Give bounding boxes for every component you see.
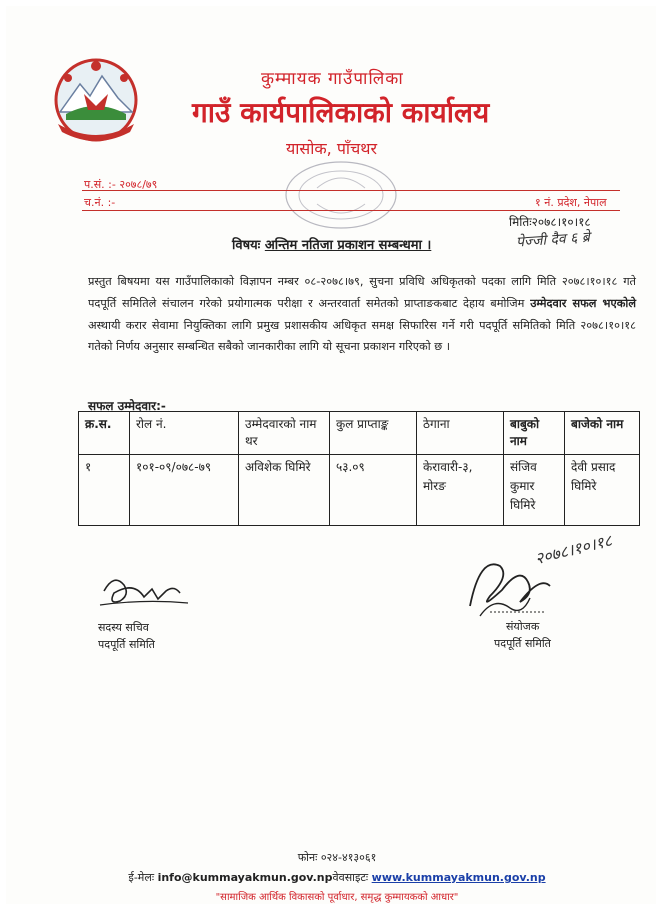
header-divider — [82, 210, 620, 211]
office-location: यासोक, पाँचथर — [286, 139, 378, 158]
municipality-name: कुम्मायक गाउँपालिका — [261, 69, 404, 89]
table-cell: देवी प्रसाद घिमिरे — [565, 455, 640, 526]
reference-number: प.सं. :- २०७८/७९ — [84, 178, 158, 191]
email-label: ई-मेलः — [128, 871, 155, 884]
notice-body — [88, 271, 636, 358]
member-secretary-signature-icon — [94, 571, 194, 616]
signatory-left-committee: पदपूर्ति समिति — [98, 638, 155, 651]
subject-line — [232, 235, 431, 253]
col-header: बाजेको नाम — [565, 412, 640, 455]
signatory-right — [494, 618, 551, 652]
signature-date: २०७८।१०।१८ — [532, 530, 614, 569]
handwritten-note: पेज्जी दैव ६ ब्रे — [515, 229, 591, 251]
body-part-1: प्रस्तुत बिषयमा यस गाउँपालिकाको विज्ञापन नम्बर ०८-२०७८।७९, सुचना प्रविधि अधिकृतको पदका लागि मिति २०७८।१०।१८ गते पदपूर्ति समितिले संचालन गरेको प्रयोगात्मक परीक्षा र अन्तरवार्ता समेतको प्राप्ताङकबाट देहाय बमोजिम — [88, 275, 636, 310]
table-cell: अविशेक घिमिरे — [239, 455, 330, 526]
body-part-2: अस्थायी करार सेवामा नियुक्तिका लागि प्रमुख प्रशासकीय अधिकृत समक्ष सिफारिस गर्ने गरी पदपूर्ति समितिको मिति २०७८।१०।१८ गतेको निर्णय अनुसार सम्बन्धित सबैको जानकारीका लागि यो सूचना प्रकाशन गरिएको छ । — [88, 318, 636, 354]
subject-title: अन्तिम नतिजा प्रकाशन सम्बन्धमा । — [264, 238, 432, 253]
signatory-right-committee: पदपूर्ति समिति — [494, 637, 551, 650]
footer-phone: फोनः ०२४-४१३०६१ — [297, 851, 377, 864]
province-label: १ नं. प्रदेश, नेपाल — [535, 196, 607, 209]
body-emphasis: उम्मेदवार सफल भएकोले — [530, 296, 637, 310]
signatory-left — [98, 619, 155, 653]
col-header: क्र.स. — [79, 412, 130, 455]
table-header-row — [79, 412, 640, 455]
signatory-right-title: संयोजक — [506, 620, 540, 633]
subject-prefix: विषयः — [232, 238, 261, 253]
footer-contact — [6, 870, 662, 885]
table-cell: १ — [79, 455, 130, 526]
col-header: ठेगाना — [417, 412, 504, 455]
dispatch-number: च.नं. :- — [84, 196, 116, 209]
col-header: बाबुको नाम — [504, 412, 565, 455]
website-link[interactable]: www.kummayakmun.gov.np — [371, 871, 546, 884]
website-label: वेवसाइटः — [332, 871, 369, 884]
table-cell: संजिव कुमार घिमिरे — [504, 455, 565, 526]
letter-page — [6, 6, 656, 904]
col-header: उम्मेदवारको नाम थर — [239, 412, 330, 455]
col-header: रोल नं. — [130, 412, 239, 455]
table-cell: केरावारी-३, मोरङ — [417, 455, 504, 526]
table-cell: ५३.०९ — [330, 455, 417, 526]
office-title: गाउँ कार्यपालिकाको कार्यालय — [192, 96, 490, 129]
header-divider — [82, 190, 620, 191]
table-row — [79, 455, 640, 526]
table-cell: १०१-०९/०७८-७९ — [130, 455, 239, 526]
email-link[interactable]: info@kummayakmun.gov.np — [157, 871, 333, 884]
signatory-left-title: सदस्य सचिव — [98, 621, 149, 634]
successful-candidates-label: सफल उम्मेदवार:- — [88, 399, 166, 413]
results-table — [78, 411, 640, 526]
col-header: कुल प्राप्ताङ्क — [330, 412, 417, 455]
office-stamp-icon — [282, 158, 400, 232]
letter-date: मितिः२०७८।१०।१८ — [509, 215, 591, 229]
footer-slogan: "सामाजिक आर्थिक विकासको पूर्वाधार, समृद्ध कुम्मायकको आधार" — [215, 892, 459, 903]
nepal-emblem-icon — [46, 54, 146, 142]
